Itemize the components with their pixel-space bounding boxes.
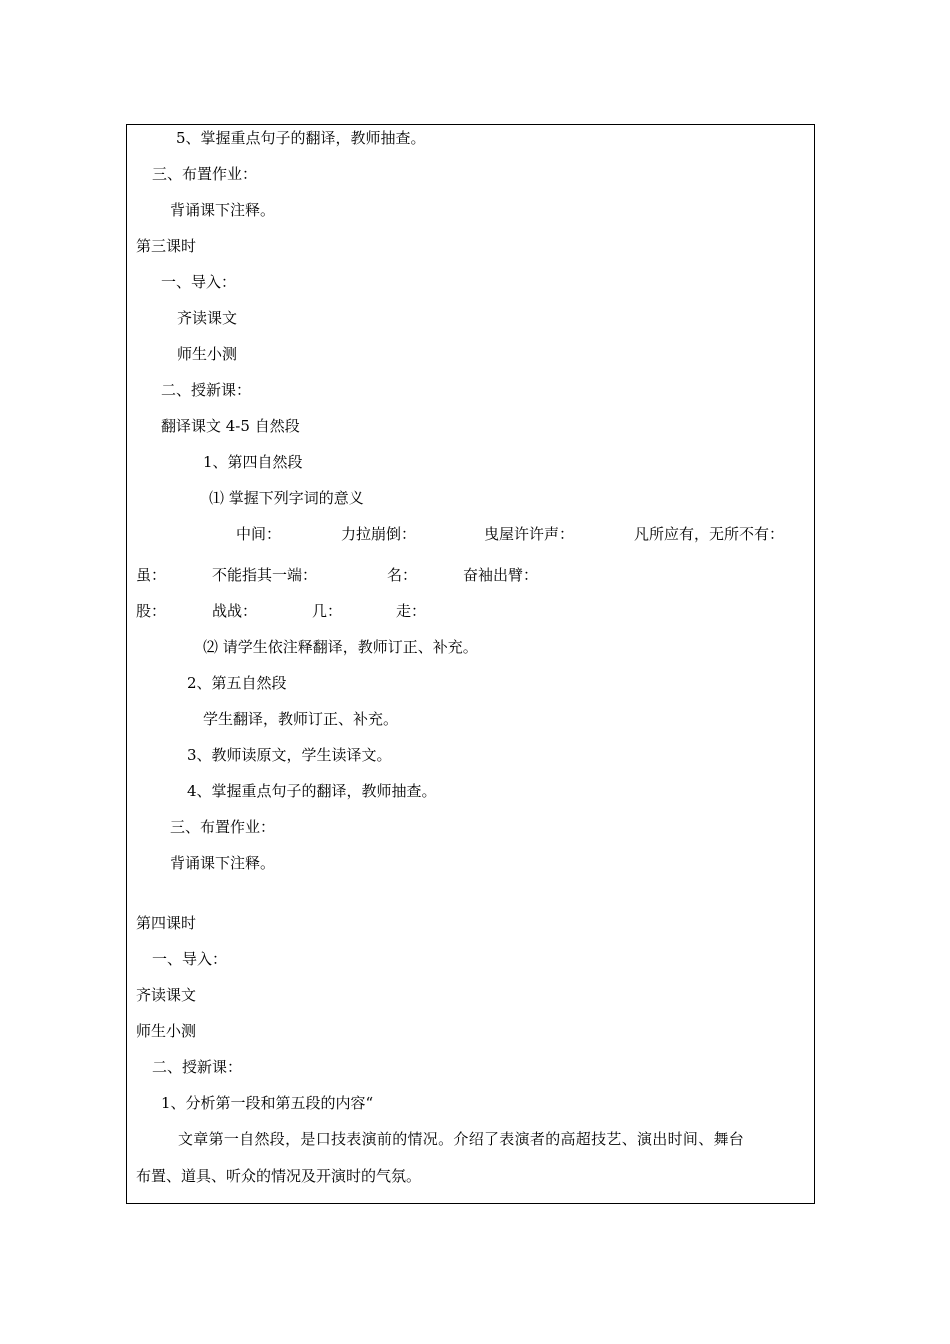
text-line: 翻译课文 4-5 自然段: [161, 417, 300, 435]
text-line: 3、教师读原文，学生读译文。: [187, 746, 392, 764]
text-line: ⑵ 请学生依注释翻译，教师订正、补充。: [203, 638, 478, 656]
text-line: 师生小测: [136, 1022, 197, 1040]
text-line: 师生小测: [177, 345, 238, 363]
vocab-term: 战战：: [212, 602, 258, 620]
text-line: 1、第四自然段: [203, 453, 303, 471]
text-line: 齐读课文: [136, 986, 197, 1004]
vocab-term: 力拉崩倒：: [341, 525, 417, 543]
vocab-term: 股：: [136, 602, 167, 620]
text-line: 学生翻译，教师订正、补充。: [203, 710, 399, 728]
paragraph-line: 文章第一自然段，是口技表演前的情况。介绍了表演者的高超技艺、演出时间、舞台: [178, 1130, 745, 1148]
text-line: 5、掌握重点句子的翻译，教师抽查。: [176, 129, 426, 147]
vocab-term: 不能指其一端：: [212, 566, 318, 584]
text-line: 4、掌握重点句子的翻译，教师抽查。: [187, 782, 437, 800]
text-line: 2、第五自然段: [187, 674, 287, 692]
vocab-term: 凡所应有，无所不有：: [634, 525, 785, 543]
vocab-term: 虽：: [136, 566, 167, 584]
section-heading: 一、导入：: [152, 950, 228, 968]
vocab-term: 走：: [396, 602, 427, 620]
paragraph-line: 布置、道具、听众的情况及开演时的气氛。: [136, 1167, 422, 1185]
vocab-term: 奋袖出臂：: [463, 566, 539, 584]
section-heading: 一、导入：: [161, 273, 237, 291]
section-heading: 三、布置作业：: [170, 818, 276, 836]
text-line: 背诵课下注释。: [170, 201, 276, 219]
lesson-heading: 第四课时: [136, 914, 197, 932]
text-line: 背诵课下注释。: [170, 854, 276, 872]
section-heading: 二、授新课：: [161, 381, 252, 399]
vocab-term: 中间：: [236, 525, 282, 543]
section-heading: 二、授新课：: [152, 1058, 243, 1076]
text-line: ⑴ 掌握下列字词的意义: [209, 489, 364, 507]
vocab-term: 曳屋许许声：: [484, 525, 575, 543]
text-line: 齐读课文: [177, 309, 238, 327]
vocab-term: 名：: [387, 566, 418, 584]
text-line: 1、分析第一段和第五段的内容“: [161, 1094, 374, 1112]
lesson-heading: 第三课时: [136, 237, 197, 255]
vocab-term: 几：: [312, 602, 343, 620]
section-heading: 三、布置作业：: [152, 165, 258, 183]
